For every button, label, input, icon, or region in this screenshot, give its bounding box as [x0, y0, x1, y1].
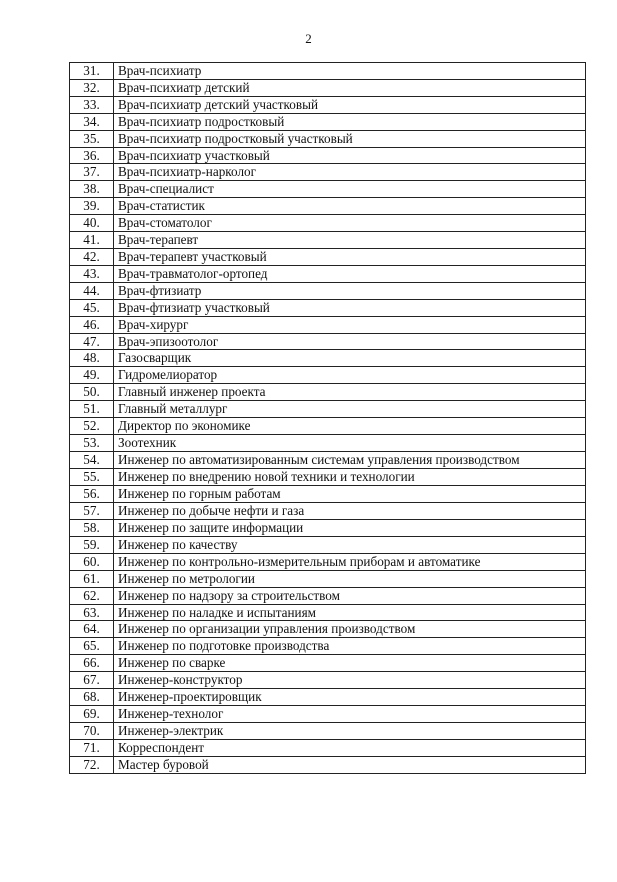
profession-name: Инженер по организации управления производством [114, 621, 586, 638]
profession-name: Врач-эпизоотолог [114, 333, 586, 350]
row-number: 55. [70, 469, 114, 486]
profession-table [69, 62, 586, 774]
profession-table-body [70, 63, 586, 774]
table-row [70, 130, 586, 147]
table-row [70, 469, 586, 486]
profession-name: Инженер по контрольно-измерительным приборам и автоматике [114, 553, 586, 570]
profession-name: Врач-фтизиатр [114, 282, 586, 299]
table-row [70, 164, 586, 181]
row-number: 65. [70, 638, 114, 655]
row-number: 71. [70, 739, 114, 756]
profession-name: Инженер-конструктор [114, 672, 586, 689]
table-row [70, 282, 586, 299]
page-number: 2 [305, 31, 312, 46]
profession-name: Врач-психиатр подростковый [114, 113, 586, 130]
table-row [70, 367, 586, 384]
table-row [70, 451, 586, 468]
table-row [70, 722, 586, 739]
row-number: 32. [70, 79, 114, 96]
profession-name: Врач-психиатр участковый [114, 147, 586, 164]
profession-name: Главный инженер проекта [114, 384, 586, 401]
row-number: 34. [70, 113, 114, 130]
row-number: 46. [70, 316, 114, 333]
table-row [70, 689, 586, 706]
row-number: 57. [70, 503, 114, 520]
table-row [70, 519, 586, 536]
row-number: 33. [70, 96, 114, 113]
table-row [70, 705, 586, 722]
profession-name: Мастер буровой [114, 756, 586, 773]
table-row [70, 232, 586, 249]
profession-name: Инженер-проектировщик [114, 689, 586, 706]
row-number: 58. [70, 519, 114, 536]
table-row [70, 96, 586, 113]
profession-name: Инженер-технолог [114, 705, 586, 722]
profession-name: Врач-статистик [114, 198, 586, 215]
profession-name: Инженер по защите информации [114, 519, 586, 536]
row-number: 48. [70, 350, 114, 367]
table-row [70, 299, 586, 316]
profession-name: Врач-специалист [114, 181, 586, 198]
table-row [70, 739, 586, 756]
row-number: 67. [70, 672, 114, 689]
row-number: 69. [70, 705, 114, 722]
table-row [70, 672, 586, 689]
table-row [70, 536, 586, 553]
profession-name: Главный металлург [114, 401, 586, 418]
profession-name: Инженер по автоматизированным системам управления производством [114, 451, 586, 468]
table-row [70, 434, 586, 451]
profession-name: Инженер по наладке и испытаниям [114, 604, 586, 621]
table-row [70, 316, 586, 333]
profession-name: Инженер по качеству [114, 536, 586, 553]
row-number: 52. [70, 418, 114, 435]
profession-name: Инженер по внедрению новой техники и технологии [114, 469, 586, 486]
table-row [70, 384, 586, 401]
profession-name: Врач-психиатр подростковый участковый [114, 130, 586, 147]
row-number: 70. [70, 722, 114, 739]
table-row [70, 401, 586, 418]
row-number: 45. [70, 299, 114, 316]
profession-name: Врач-психиатр детский [114, 79, 586, 96]
profession-name: Инженер по метрологии [114, 570, 586, 587]
row-number: 38. [70, 181, 114, 198]
row-number: 43. [70, 265, 114, 282]
profession-name: Врач-психиатр детский участковый [114, 96, 586, 113]
row-number: 47. [70, 333, 114, 350]
table-row [70, 63, 586, 80]
profession-name: Врач-травматолог-ортопед [114, 265, 586, 282]
profession-name: Гидромелиоратор [114, 367, 586, 384]
row-number: 41. [70, 232, 114, 249]
row-number: 39. [70, 198, 114, 215]
profession-name: Зоотехник [114, 434, 586, 451]
profession-name: Врач-стоматолог [114, 215, 586, 232]
profession-name: Врач-терапевт участковый [114, 248, 586, 265]
row-number: 53. [70, 434, 114, 451]
row-number: 56. [70, 486, 114, 503]
profession-name: Газосварщик [114, 350, 586, 367]
table-row [70, 215, 586, 232]
table-row [70, 553, 586, 570]
row-number: 42. [70, 248, 114, 265]
row-number: 40. [70, 215, 114, 232]
row-number: 44. [70, 282, 114, 299]
table-row [70, 198, 586, 215]
row-number: 72. [70, 756, 114, 773]
row-number: 36. [70, 147, 114, 164]
table-row [70, 79, 586, 96]
table-row [70, 621, 586, 638]
profession-name: Инженер по надзору за строительством [114, 587, 586, 604]
row-number: 61. [70, 570, 114, 587]
row-number: 66. [70, 655, 114, 672]
row-number: 49. [70, 367, 114, 384]
profession-name: Инженер по сварке [114, 655, 586, 672]
row-number: 64. [70, 621, 114, 638]
table-row [70, 248, 586, 265]
profession-name: Врач-психиатр [114, 63, 586, 80]
table-row [70, 113, 586, 130]
profession-name: Врач-терапевт [114, 232, 586, 249]
table-row [70, 570, 586, 587]
table-row [70, 756, 586, 773]
table-row [70, 604, 586, 621]
row-number: 50. [70, 384, 114, 401]
table-row [70, 265, 586, 282]
table-row [70, 587, 586, 604]
row-number: 37. [70, 164, 114, 181]
profession-name: Корреспондент [114, 739, 586, 756]
row-number: 31. [70, 63, 114, 80]
profession-name: Врач-фтизиатр участковый [114, 299, 586, 316]
row-number: 59. [70, 536, 114, 553]
profession-name: Директор по экономике [114, 418, 586, 435]
profession-name: Инженер по горным работам [114, 486, 586, 503]
profession-name: Инженер по подготовке производства [114, 638, 586, 655]
row-number: 35. [70, 130, 114, 147]
row-number: 60. [70, 553, 114, 570]
profession-name: Врач-хирург [114, 316, 586, 333]
table-row [70, 333, 586, 350]
table-row [70, 503, 586, 520]
row-number: 68. [70, 689, 114, 706]
profession-name: Инженер-электрик [114, 722, 586, 739]
table-row [70, 638, 586, 655]
row-number: 51. [70, 401, 114, 418]
table-row [70, 350, 586, 367]
row-number: 54. [70, 451, 114, 468]
table-row [70, 655, 586, 672]
row-number: 62. [70, 587, 114, 604]
table-row [70, 181, 586, 198]
table-row [70, 418, 586, 435]
table-row [70, 147, 586, 164]
table-row [70, 486, 586, 503]
profession-name: Инженер по добыче нефти и газа [114, 503, 586, 520]
row-number: 63. [70, 604, 114, 621]
profession-name: Врач-психиатр-нарколог [114, 164, 586, 181]
